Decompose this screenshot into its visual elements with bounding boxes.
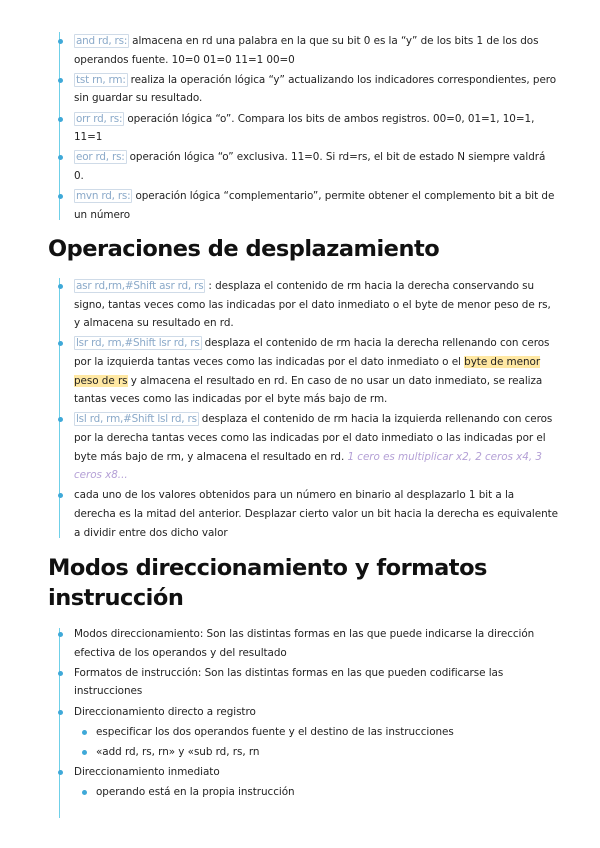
bullet-icon bbox=[58, 710, 63, 715]
bullet-icon bbox=[58, 770, 63, 775]
list-item bbox=[58, 625, 558, 662]
item-text: operación lógica “complementario”, permite obtener el complemento bit a bit de un número bbox=[74, 190, 555, 221]
code-snippet[interactable]: eor rd, rs: bbox=[76, 151, 125, 164]
code-snippet[interactable]: and rd, rs: bbox=[76, 35, 128, 47]
item-text: Direccionamiento directo a registro bbox=[74, 705, 256, 718]
code-snippet[interactable]: asr rd,rm,#Shift asr rd, rs bbox=[76, 280, 204, 292]
item-text: operando está en la propia instrucción bbox=[96, 786, 295, 799]
item-text: Direccionamiento inmediato bbox=[74, 766, 220, 779]
bullet-icon bbox=[58, 194, 63, 199]
shift-operations-list bbox=[58, 277, 558, 544]
list-item bbox=[58, 664, 558, 701]
list-item bbox=[58, 703, 558, 722]
code-snippet[interactable]: tst rn, rm: bbox=[76, 73, 126, 86]
bullet-icon bbox=[58, 117, 63, 122]
annotation-note: 1 cero es multiplicar x2, 2 ceros x4, 3 ceros x8... bbox=[74, 450, 542, 482]
bullet-icon bbox=[58, 671, 63, 676]
item-text: desplaza el contenido de rm hacia la derecha rellenando con ceros por la izquierda tantas veces como las indicadas por el dato inmediato o el bbox=[74, 337, 550, 368]
addressing-modes-list bbox=[58, 625, 558, 804]
bullet-icon bbox=[82, 790, 87, 795]
list-item bbox=[58, 410, 558, 484]
item-text: desplaza el contenido de rm hacia la izquierda rellenando con ceros por la derecha tantas veces como las indicadas por el dato inmediato o las indicadas por el byte más bajo de rm, y almacena el resultado en rd. bbox=[74, 413, 553, 463]
list-item bbox=[58, 148, 558, 185]
item-text: Formatos de instrucción: Son las distintas formas en las que pueden codificarse las instrucciones bbox=[74, 666, 504, 698]
list-item bbox=[58, 187, 558, 224]
bullet-icon bbox=[58, 155, 63, 160]
section-heading-shift-operations: Operaciones de desplazamiento bbox=[48, 236, 440, 262]
list-item bbox=[58, 110, 558, 147]
bullet-icon bbox=[58, 284, 63, 289]
list-item bbox=[58, 71, 558, 108]
item-text: «add rd, rs, rn» y «sub rd, rs, rn bbox=[96, 745, 260, 758]
highlighted-text: byte de menor peso de rs bbox=[74, 355, 541, 387]
bullet-icon bbox=[82, 750, 87, 755]
sub-list-item bbox=[58, 723, 558, 742]
item-text: realiza la operación lógica “y” actualizando los indicadores correspondientes, pero sin guardar su resultado. bbox=[74, 73, 557, 105]
bullet-icon bbox=[58, 39, 63, 44]
item-text: almacena en rd una palabra en la que su bit 0 es la “y” de los bits 1 de los dos operandos fuente. 10=0 01=0 11=1 00=0 bbox=[74, 35, 539, 66]
item-text: operación lógica “o” exclusiva. 11=0. Si rd=rs, el bit de estado N siempre valdrá 0. bbox=[74, 151, 546, 182]
list-item bbox=[58, 486, 558, 542]
bullet-icon bbox=[82, 730, 87, 735]
code-snippet[interactable]: mvn rd, rs: bbox=[76, 190, 131, 203]
bullet-icon bbox=[58, 341, 63, 346]
code-snippet[interactable]: lsl rd, rm,#Shift lsl rd, rs bbox=[76, 413, 197, 426]
item-text: especificar los dos operandos fuente y el destino de las instrucciones bbox=[96, 725, 454, 738]
sub-list-item bbox=[58, 783, 558, 802]
item-text: operación lógica “o”. Compara los bits de ambos registros. 00=0, 01=1, 10=1, 11=1 bbox=[74, 112, 535, 144]
item-text: Modos direccionamiento: Son las distintas formas en las que puede indicarse la dirección efectiva de los operandos y del resultado bbox=[74, 628, 535, 659]
section-heading-addressing-modes: Modos direccionamiento y formatos instrucción bbox=[48, 555, 487, 611]
item-text: cada uno de los valores obtenidos para un número en binario al desplazarlo 1 bit a la derecha es la mitad del anterior. Desplazar cierto valor un bit hacia la derecha es equivalente a dividir entre dos dicho valor bbox=[74, 489, 559, 539]
bullet-icon bbox=[58, 493, 63, 498]
list-item bbox=[58, 763, 558, 782]
item-text: y almacena el resultado en rd. En caso de no usar un dato inmediato, se realiza tantas veces como las indicadas por el byte más bajo de rm. bbox=[74, 374, 543, 406]
code-snippet[interactable]: lsr rd, rm,#Shift lsr rd, rs bbox=[76, 337, 200, 350]
list-item bbox=[58, 32, 558, 69]
bullet-icon bbox=[58, 417, 63, 422]
bullet-icon bbox=[58, 632, 63, 637]
list-item bbox=[58, 334, 558, 408]
list-item bbox=[58, 277, 558, 333]
code-snippet[interactable]: orr rd, rs: bbox=[76, 112, 123, 125]
bullet-icon bbox=[58, 78, 63, 83]
item-text: : desplaza el contenido de rm hacia la derecha conservando su signo, tantas veces como las indicadas por el dato inmediato o el byte de menor peso de rs, y almacena su resultado en rd. bbox=[74, 280, 551, 330]
logic-operations-list bbox=[58, 32, 558, 226]
sub-list-item bbox=[58, 743, 558, 762]
